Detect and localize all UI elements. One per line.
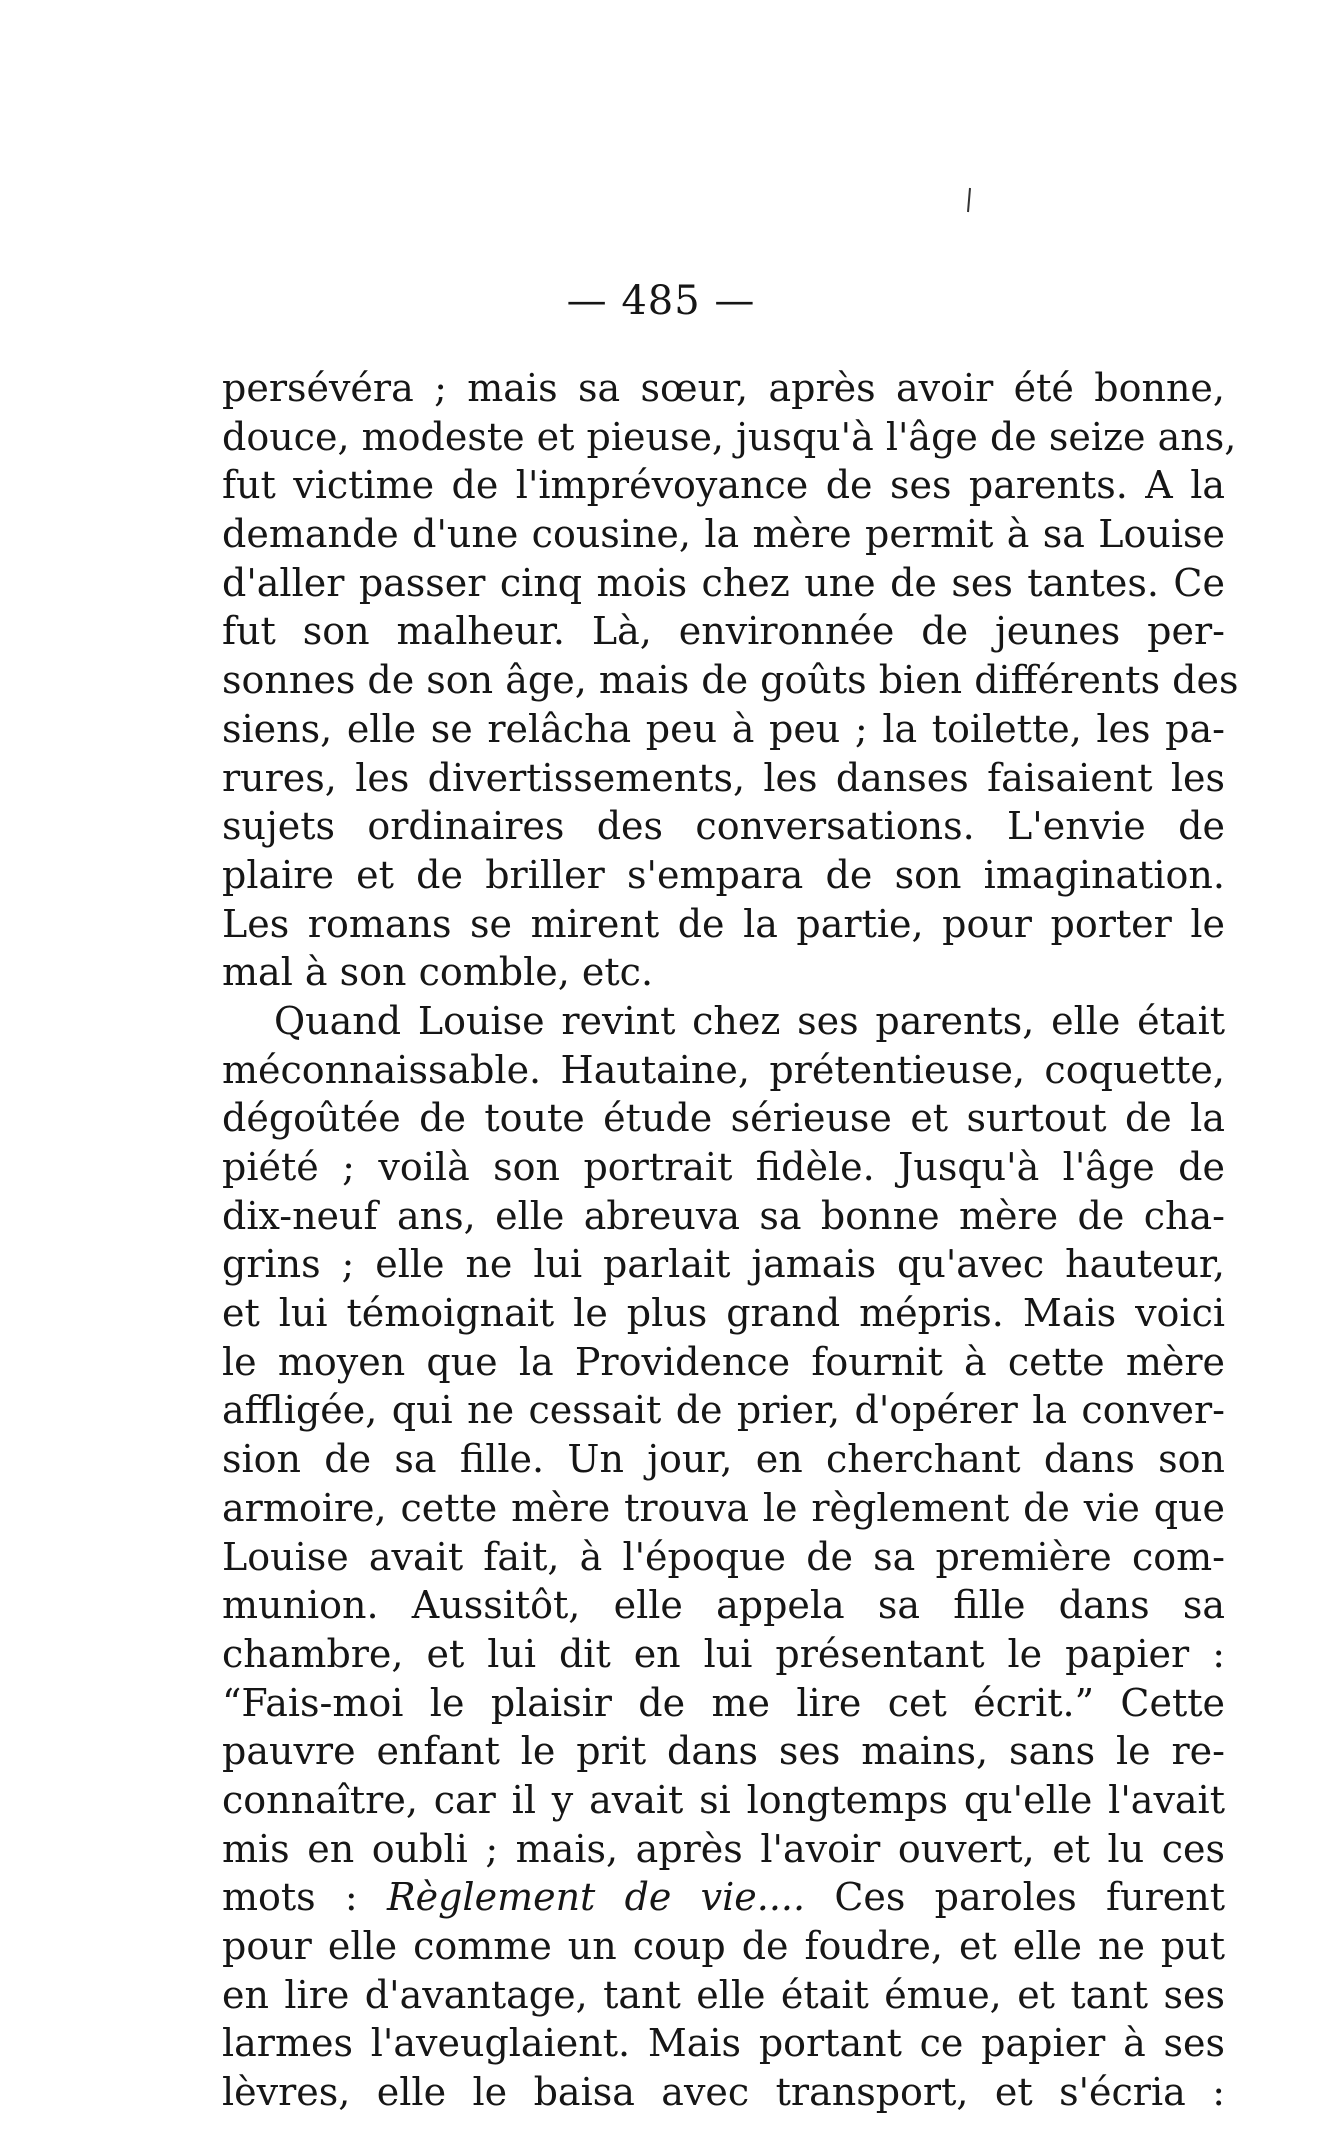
text-line: rures, les divertissements, les danses faisaient les <box>222 755 1225 800</box>
text-line: Louise avait fait, à l'époque de sa première com- <box>222 1534 1225 1579</box>
page-number: — 485 — <box>566 278 756 324</box>
text-line: pauvre enfant le prit dans ses mains, sans le re- <box>222 1729 1225 1774</box>
text-line: affligée, qui ne cessait de prier, d'opérer la conver- <box>222 1388 1225 1433</box>
text-line: chambre, et lui dit en lui présentant le papier : <box>222 1631 1225 1676</box>
text-line: lèvres, elle le baisa avec transport, et s'écria : <box>222 2070 1225 2115</box>
text-line: piété ; voilà son portrait fidèle. Jusqu'à l'âge de <box>222 1145 1225 1189</box>
text-line: persévéra ; mais sa sœur, après avoir été bonne, <box>222 366 1225 410</box>
text-line: sion de sa fille. Un jour, en cherchant dans son <box>222 1437 1225 1482</box>
text-line: en lire d'avantage, tant elle était émue, et tant ses <box>222 1972 1225 2017</box>
text-line: et lui témoignait le plus grand mépris. Mais voici <box>222 1291 1225 1336</box>
italic-title: Règlement de vie.... <box>387 1875 806 1920</box>
text-run: Ces paroles furent <box>805 1875 1225 1920</box>
text-line: d'aller passer cinq mois chez une de ses tantes. Ce <box>222 560 1225 605</box>
body-text <box>222 364 1239 2117</box>
text-line: sonnes de son âge, mais de goûts bien différents des <box>222 658 1239 703</box>
text-line: dégoûtée de toute étude sérieuse et surtout de la <box>222 1096 1225 1141</box>
text-line: demande d'une cousine, la mère permit à sa Louise <box>222 512 1225 557</box>
text-line: dix-neuf ans, elle abreuva sa bonne mère de cha- <box>222 1193 1225 1238</box>
text-line: fut son malheur. Là, environnée de jeunes per- <box>222 609 1225 654</box>
text-line: plaire et de briller s'empara de son imagination. <box>222 852 1225 897</box>
text-line: connaître, car il y avait si longtemps qu'elle l'avait <box>222 1777 1225 1822</box>
text-line: le moyen que la Providence fournit à cette mère <box>222 1339 1225 1384</box>
text-line: grins ; elle ne lui parlait jamais qu'avec hauteur, <box>222 1242 1225 1287</box>
text-line: Les romans se mirent de la partie, pour porter le <box>222 901 1225 946</box>
text-run: mots : <box>222 1875 387 1920</box>
text-line: armoire, cette mère trouva le règlement de vie que <box>222 1485 1225 1530</box>
text-line: sujets ordinaires des conversations. L'envie de <box>222 804 1225 849</box>
text-line-with-italic <box>222 1873 1225 1922</box>
text-line: pour elle comme un coup de foudre, et elle ne put <box>222 1924 1225 1968</box>
text-line: mis en oubli ; mais, après l'avoir ouvert, et lu ces <box>222 1826 1225 1871</box>
scan-mark <box>960 180 990 220</box>
text-line: douce, modeste et pieuse, jusqu'à l'âge de seize ans, <box>222 414 1237 459</box>
text-line: siens, elle se relâcha peu à peu ; la toilette, les pa- <box>222 706 1225 751</box>
text-line: méconnaissable. Hautaine, prétentieuse, coquette, <box>222 1047 1225 1092</box>
text-line: “Fais-moi le plaisir de me lire cet écrit.” Cette <box>222 1680 1225 1725</box>
text-line: larmes l'aveuglaient. Mais portant ce papier à ses <box>222 2021 1225 2066</box>
text-line: fut victime de l'imprévoyance de ses parents. A la <box>222 463 1225 508</box>
text-line: Quand Louise revint chez ses parents, elle était <box>274 998 1225 1043</box>
text-line: munion. Aussitôt, elle appela sa fille dans sa <box>222 1583 1225 1628</box>
text-line: mal à son comble, etc. <box>222 950 654 995</box>
